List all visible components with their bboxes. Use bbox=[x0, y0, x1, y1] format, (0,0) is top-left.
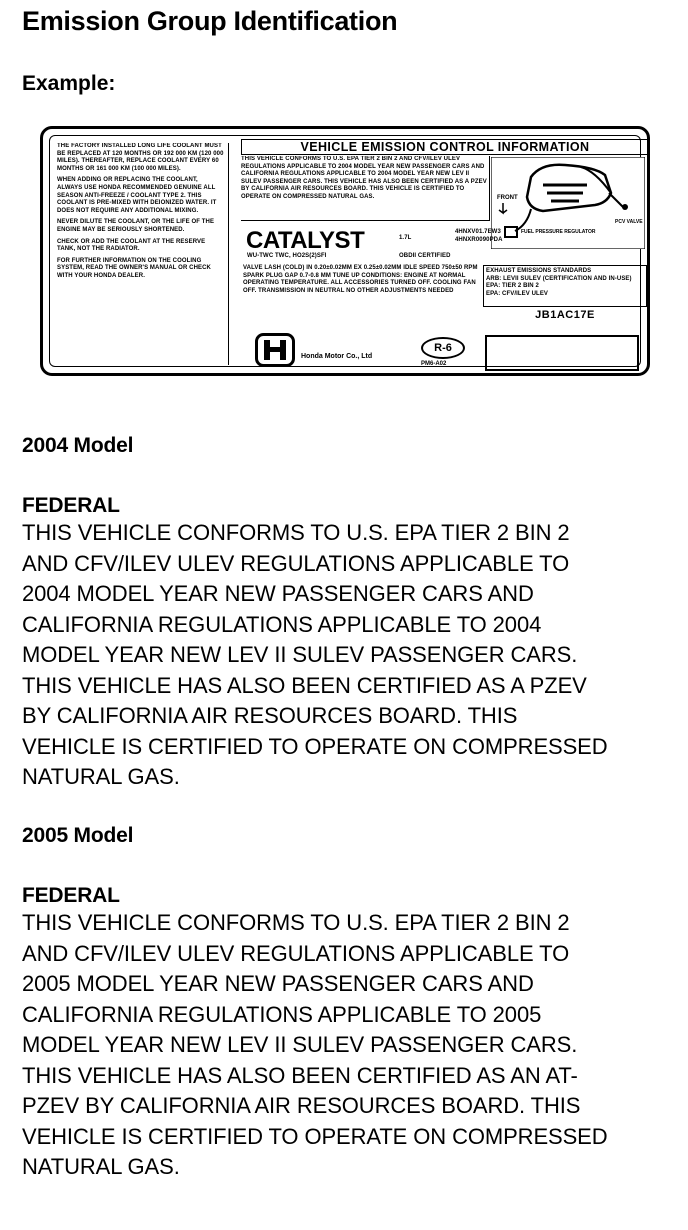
body-line: AND CFV/ILEV ULEV REGULATIONS APPLICABLE TO bbox=[22, 550, 570, 576]
model-heading-2004: 2004 Model bbox=[22, 434, 134, 457]
label-header: VEHICLE EMISSION CONTROL INFORMATION bbox=[241, 139, 649, 155]
body-line: BY CALIFORNIA AIR RESOURCES BOARD. THIS bbox=[22, 703, 518, 728]
family-code: 4HNXR0090PDA bbox=[455, 236, 503, 243]
body-line: NATURAL GAS. bbox=[22, 1154, 180, 1179]
engine-diagram-icon bbox=[491, 157, 645, 249]
body-line: AND CFV/ILEV ULEV REGULATIONS APPLICABLE TO bbox=[22, 940, 570, 966]
standard-row: EPA: CFV/ILEV ULEV bbox=[486, 290, 549, 297]
coolant-note: THE FACTORY INSTALLED LONG LIFE COOLANT MUST BE REPLACED AT 120 MONTHS OR 192 000 KM (120 000 MILES). THEREAFTER, REPLACE COOLANT EVERY 60 MONTHS OR 161 000 KM (100 000 MILES). bbox=[57, 143, 224, 172]
engine-code: JB1AC17E bbox=[535, 309, 595, 321]
model-heading-2005: 2005 Model bbox=[22, 824, 134, 847]
family-code: 4HNXV01.7EW3 bbox=[455, 229, 501, 235]
coolant-note: WHEN ADDING OR REPLACING THE COOLANT, ALWAYS USE HONDA RECOMMENDED GENUINE ALL SEASON ANTI-FREEZE / COOLANT TYPE 2. THIS COOLANT IS PRE-MIXED WITH DEIONIZED WATER. IT DOES NOT REQUIRE ANY ADDITIONAL MIXING. bbox=[57, 177, 217, 214]
page-title: Emission Group Identification bbox=[22, 6, 398, 36]
body-line: THIS VEHICLE CONFORMS TO U.S. EPA TIER 2 BIN 2 bbox=[22, 910, 570, 935]
coolant-note: FOR FURTHER INFORMATION ON THE COOLING SYSTEM, READ THE OWNER'S MANUAL OR CHECK WITH YOUR HONDA DEALER. bbox=[57, 257, 211, 279]
coolant-notes bbox=[57, 143, 229, 365]
body-line: MODEL YEAR NEW LEV II SULEV PASSENGER CARS. bbox=[22, 642, 578, 667]
body-line: THIS VEHICLE HAS ALSO BEEN CERTIFIED AS AN AT- bbox=[22, 1062, 578, 1088]
standard-row: EPA: TIER 2 BIN 2 bbox=[486, 283, 539, 290]
body-line: CALIFORNIA REGULATIONS APPLICABLE TO 2004 bbox=[22, 611, 542, 637]
blank-box bbox=[485, 335, 639, 371]
coolant-note: NEVER DILUTE THE COOLANT, OR THE LIFE OF THE ENGINE MAY BE SERIOUSLY SHORTENED. bbox=[57, 219, 215, 233]
diagram-pcv-label: PCV VALVE bbox=[615, 219, 643, 225]
badge: R-6 bbox=[421, 337, 465, 359]
standard-row: ARB: LEVII SULEV (CERTIFICATION AND IN-USE) bbox=[486, 275, 632, 282]
body-line: 2005 MODEL YEAR NEW PASSENGER CARS AND bbox=[22, 971, 534, 996]
body-line: CALIFORNIA REGULATIONS APPLICABLE TO 2005 bbox=[22, 1001, 542, 1027]
body-line: VEHICLE IS CERTIFIED TO OPERATE ON COMPRESSED bbox=[22, 1123, 608, 1149]
coolant-note: CHECK OR ADD THE COOLANT AT THE RESERVE TANK, NOT THE RADIATOR. bbox=[57, 238, 206, 253]
family-codes bbox=[455, 229, 503, 244]
region-heading-2005: FEDERAL bbox=[22, 884, 120, 907]
diagram-regulator-label: FUEL PRESSURE REGULATOR bbox=[521, 229, 596, 235]
body-line: VEHICLE IS CERTIFIED TO OPERATE ON COMPRESSED bbox=[22, 733, 608, 759]
maker-name: Honda Motor Co., Ltd bbox=[301, 353, 373, 360]
label-conform-text: THIS VEHICLE CONFORMS TO U.S. EPA TIER 2 BIN 2 AND CFV/ILEV ULEV REGULATIONS APPLICABLE TO 2004 MODEL YEAR NEW PASSENGER CARS AND CALIFORNIA REGULATIONS APPLICABLE TO 2004 MODEL YEAR NEW LEV II SULEV PASSENGER CARS. THIS VEHICLE HAS ALSO BEEN CERTIFIED AS A PZEV BY CALIFORNIA AIR RESOURCES BOARD. THIS VEHICLE IS CERTIFIED TO OPERATE ON COMPRESSED NATURAL GAS. bbox=[241, 156, 490, 221]
system-line: WU-TWC TWC, HO2S(2)SFI bbox=[247, 253, 327, 259]
body-line: NATURAL GAS. bbox=[22, 764, 180, 789]
body-line: THIS VEHICLE CONFORMS TO U.S. EPA TIER 2 BIN 2 bbox=[22, 520, 570, 545]
body-line: PZEV BY CALIFORNIA AIR RESOURCES BOARD. THIS bbox=[22, 1093, 581, 1118]
body-line: 2004 MODEL YEAR NEW PASSENGER CARS AND bbox=[22, 581, 534, 606]
honda-logo-icon bbox=[255, 333, 295, 367]
section-body-2004 bbox=[22, 518, 608, 793]
body-line: THIS VEHICLE HAS ALSO BEEN CERTIFIED AS A PZEV bbox=[22, 672, 587, 698]
diagram-front-label: FRONT bbox=[497, 195, 518, 201]
part-code: PM6-A02 bbox=[421, 361, 447, 367]
displacement-value: 1.7L bbox=[399, 235, 412, 241]
section-body-2005 bbox=[22, 908, 608, 1183]
body-line: MODEL YEAR NEW LEV II SULEV PASSENGER CARS. bbox=[22, 1032, 578, 1057]
valve-lash-text: VALVE LASH (COLD) IN 0.20±0.02MM EX 0.25±0.02MM IDLE SPEED 750±50 RPM SPARK PLUG GAP 0.7-0.8 MM TUNE UP CONDITIONS: ENGINE AT NORMAL OPERATING TEMPERATURE. ALL ACCESSORIES TURNED OFF. COOLING FAN OFF. TRANSMISSION IN NEUTRAL NO OTHER ADJUSTMENTS NEEDED bbox=[243, 265, 478, 294]
exhaust-standards-box bbox=[483, 265, 647, 307]
catalyst-heading: CATALYST bbox=[246, 227, 365, 254]
example-heading: Example: bbox=[22, 72, 116, 95]
emission-label-image bbox=[40, 126, 650, 376]
obd-line: OBDII CERTIFIED bbox=[399, 253, 451, 259]
standards-title: EXHAUST EMISSIONS STANDARDS bbox=[486, 268, 592, 274]
region-heading-2004: FEDERAL bbox=[22, 494, 120, 517]
